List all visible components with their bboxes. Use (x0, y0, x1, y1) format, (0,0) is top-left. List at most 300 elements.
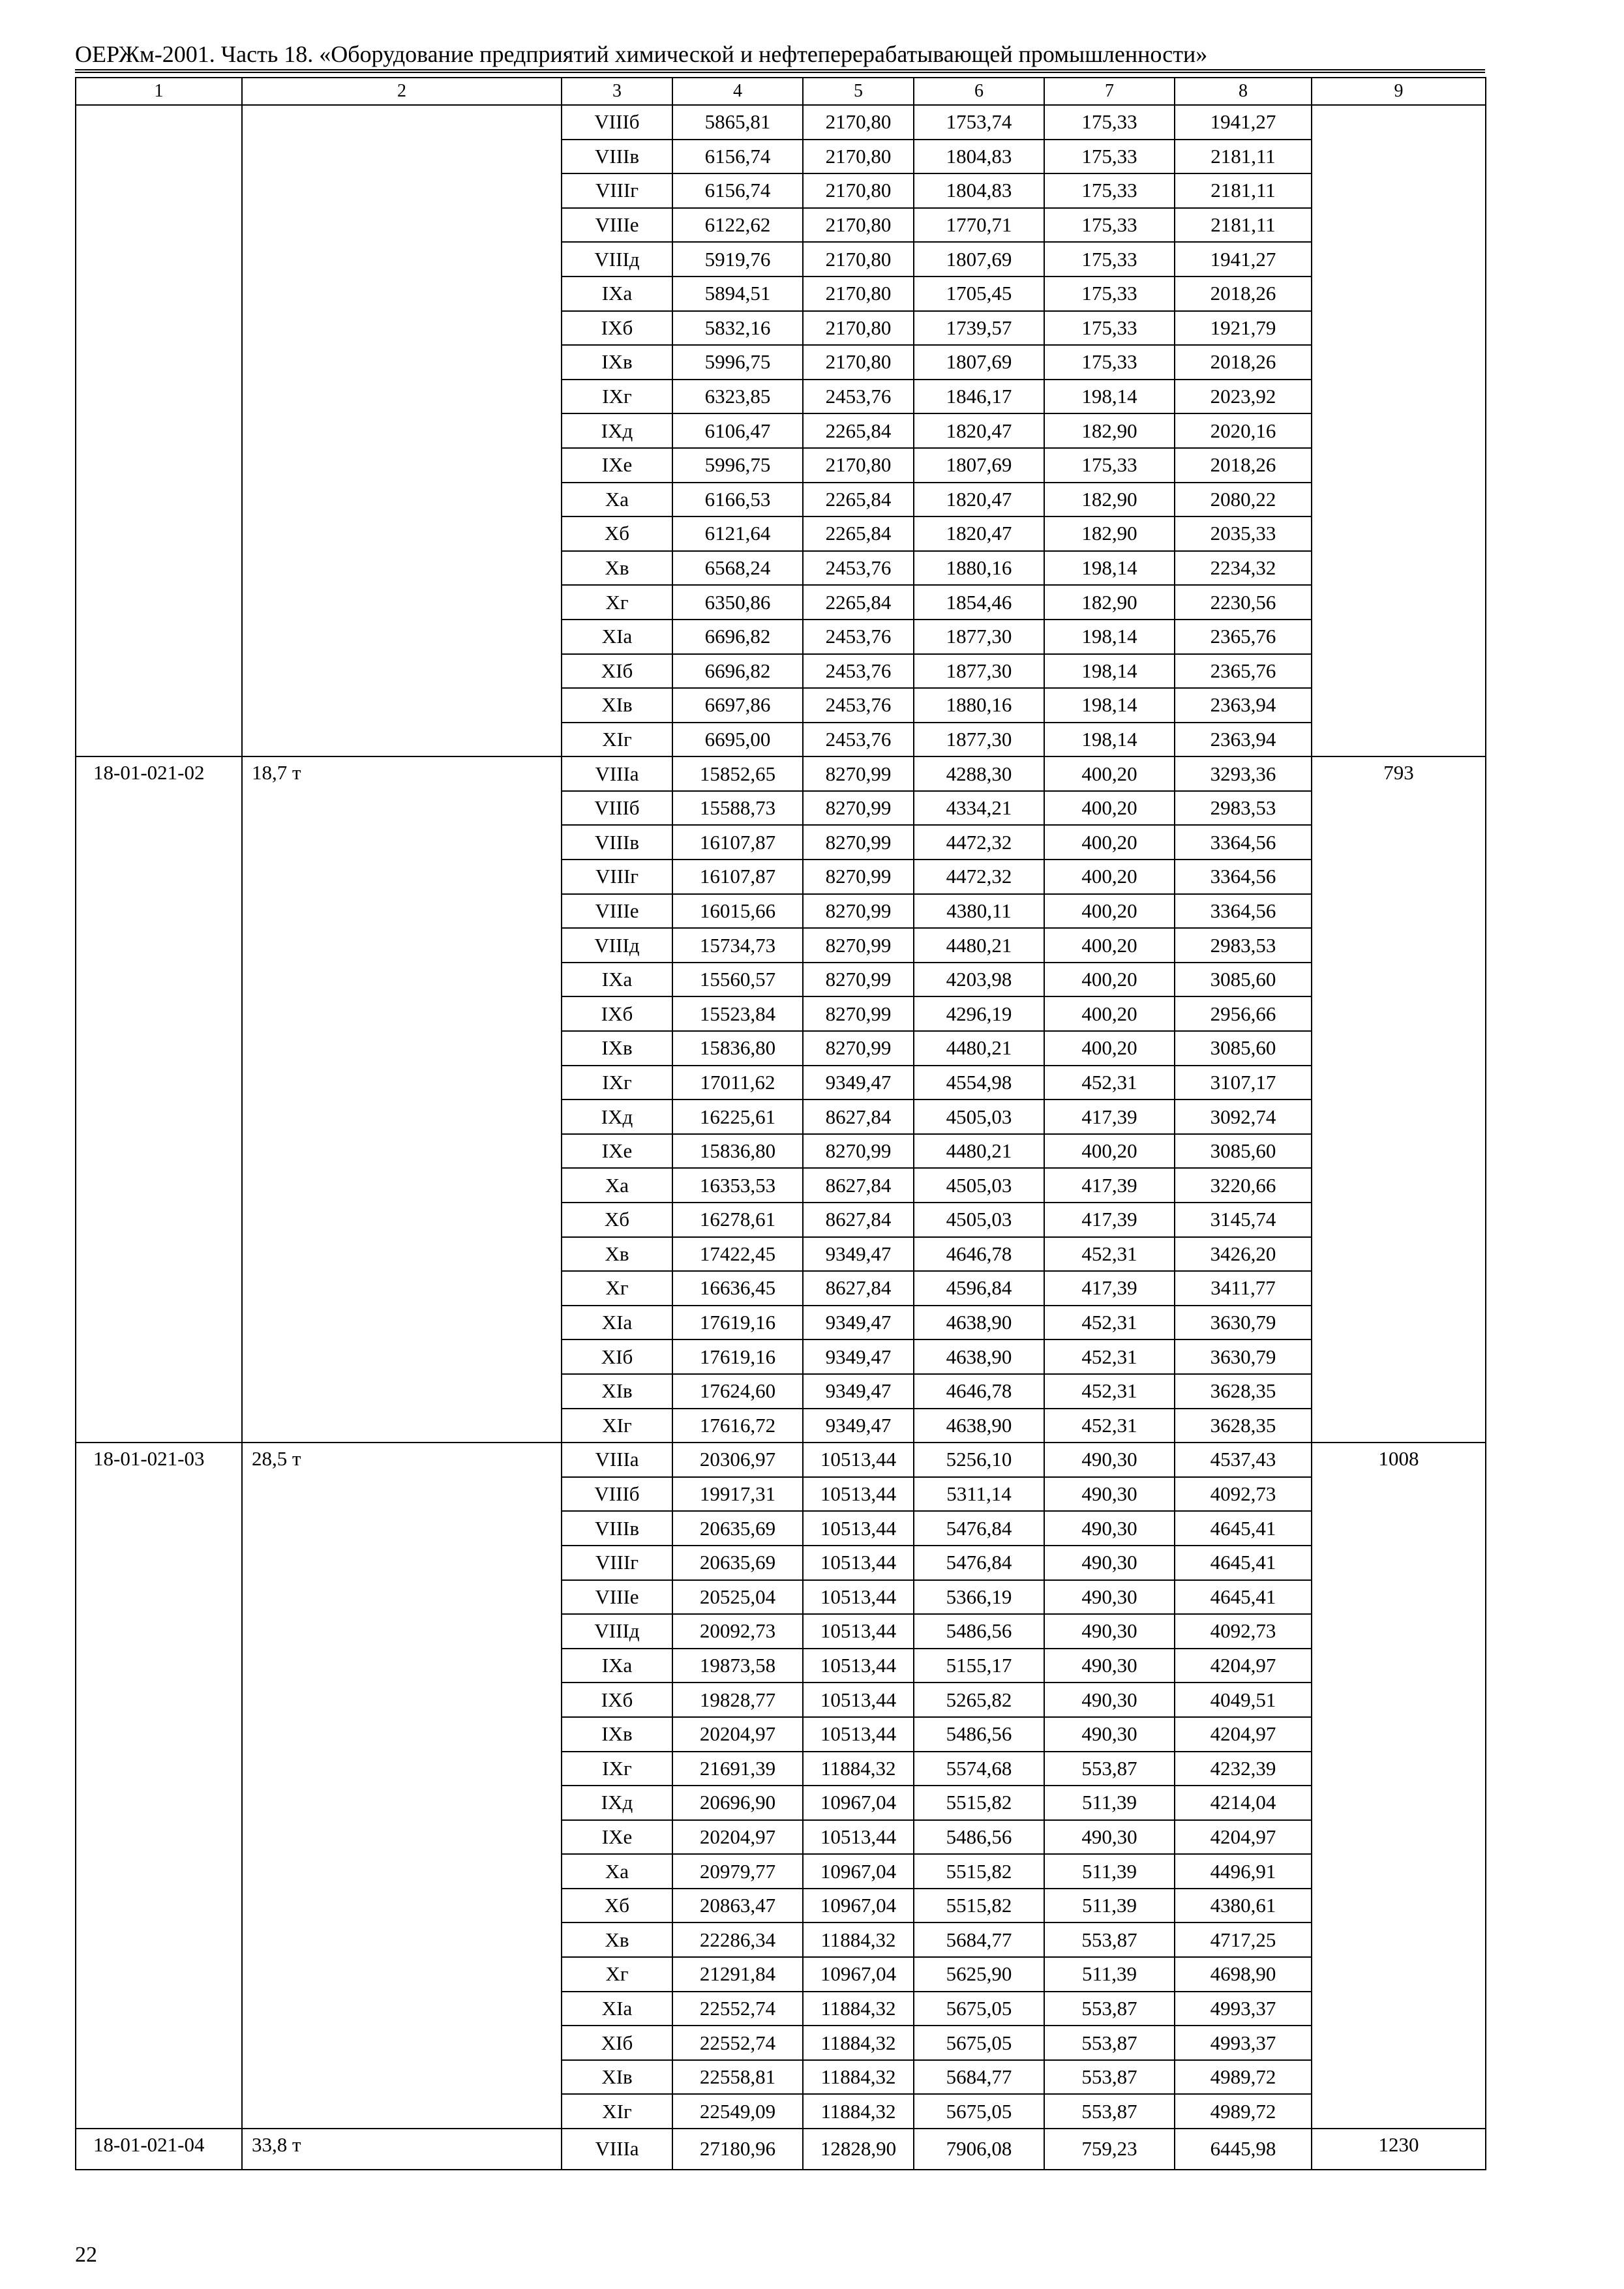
total-cost-cell: 16107,87 (672, 825, 803, 860)
category-cell: XIa (562, 620, 672, 654)
wages-cell: 10513,44 (803, 1580, 914, 1615)
materials-cost-cell: 4380,61 (1175, 1889, 1312, 1923)
category-cell: VIIIд (562, 928, 672, 963)
machines-cost-cell: 4505,03 (914, 1168, 1044, 1203)
machinist-wages-cell: 553,87 (1044, 1752, 1175, 1786)
total-cost-cell: 15836,80 (672, 1031, 803, 1066)
total-cost-cell: 20525,04 (672, 1580, 803, 1615)
materials-cost-cell: 3085,60 (1175, 1134, 1312, 1169)
mass-cell: 28,5 т (242, 1443, 562, 2129)
machines-cost-cell: 7906,08 (914, 2129, 1044, 2170)
wages-cell: 12828,90 (803, 2129, 914, 2170)
materials-cost-cell: 3085,60 (1175, 963, 1312, 997)
machines-cost-cell: 1877,30 (914, 723, 1044, 757)
table-body (76, 78, 1486, 2170)
total-cost-cell: 15523,84 (672, 996, 803, 1031)
category-cell: VIIIв (562, 140, 672, 174)
machinist-wages-cell: 417,39 (1044, 1203, 1175, 1237)
wages-cell: 2170,80 (803, 311, 914, 346)
price-table (75, 77, 1486, 2170)
machines-cost-cell: 5486,56 (914, 1614, 1044, 1649)
category-cell: VIIIб (562, 791, 672, 826)
machinist-wages-cell: 490,30 (1044, 1511, 1175, 1546)
wages-cell: 8270,99 (803, 963, 914, 997)
total-cost-cell: 6156,74 (672, 140, 803, 174)
machinist-wages-cell: 452,31 (1044, 1374, 1175, 1409)
machines-cost-cell: 5675,05 (914, 1992, 1044, 2026)
category-cell: Xб (562, 1889, 672, 1923)
wages-cell: 8270,99 (803, 1134, 914, 1169)
machines-cost-cell: 5515,82 (914, 1889, 1044, 1923)
category-cell: XIг (562, 2094, 672, 2129)
machines-cost-cell: 1820,47 (914, 413, 1044, 448)
materials-cost-cell: 6445,98 (1175, 2129, 1312, 2170)
machines-cost-cell: 5366,19 (914, 1580, 1044, 1615)
machinist-wages-cell: 511,39 (1044, 1786, 1175, 1820)
category-cell: IXб (562, 1683, 672, 1717)
table-row (76, 1443, 1486, 1477)
wages-cell: 8627,84 (803, 1100, 914, 1134)
machines-cost-cell: 1846,17 (914, 380, 1044, 414)
wages-cell: 11884,32 (803, 1922, 914, 1957)
materials-cost-cell: 4204,97 (1175, 1649, 1312, 1683)
materials-cost-cell: 3364,56 (1175, 894, 1312, 929)
wages-cell: 2170,80 (803, 105, 914, 140)
mass-cell: 33,8 т (242, 2129, 562, 2170)
total-cost-cell: 21691,39 (672, 1752, 803, 1786)
category-cell: IXг (562, 380, 672, 414)
total-cost-cell: 17616,72 (672, 1409, 803, 1443)
wages-cell: 2170,80 (803, 173, 914, 208)
machines-cost-cell: 5625,90 (914, 1957, 1044, 1992)
wages-cell: 9349,47 (803, 1066, 914, 1100)
category-cell: Xб (562, 516, 672, 551)
machines-cost-cell: 4472,32 (914, 825, 1044, 860)
materials-cost-cell: 2956,66 (1175, 996, 1312, 1031)
total-cost-cell: 20204,97 (672, 1717, 803, 1752)
materials-cost-cell: 2181,11 (1175, 173, 1312, 208)
wages-cell: 2453,76 (803, 654, 914, 689)
machines-cost-cell: 5684,77 (914, 2060, 1044, 2095)
category-cell: Xг (562, 1271, 672, 1306)
machines-cost-cell: 5256,10 (914, 1443, 1044, 1477)
machines-cost-cell: 1807,69 (914, 448, 1044, 483)
category-cell: Xa (562, 1854, 672, 1889)
total-cost-cell: 22558,81 (672, 2060, 803, 2095)
total-cost-cell: 20863,47 (672, 1889, 803, 1923)
machinist-wages-cell: 182,90 (1044, 516, 1175, 551)
machines-cost-cell: 5675,05 (914, 2026, 1044, 2060)
category-cell: IXв (562, 1031, 672, 1066)
category-cell: IXе (562, 1134, 672, 1169)
wages-cell: 11884,32 (803, 1752, 914, 1786)
machines-cost-cell: 1807,69 (914, 345, 1044, 380)
materials-cost-cell: 3293,36 (1175, 756, 1312, 791)
category-cell: IXг (562, 1066, 672, 1100)
total-cost-cell: 6568,24 (672, 551, 803, 586)
machines-cost-cell: 1877,30 (914, 620, 1044, 654)
materials-cost-cell: 2365,76 (1175, 620, 1312, 654)
category-cell: Xг (562, 585, 672, 620)
wages-cell: 10513,44 (803, 1511, 914, 1546)
category-cell: Xб (562, 1203, 672, 1237)
machines-cost-cell: 1804,83 (914, 140, 1044, 174)
wages-cell: 2453,76 (803, 551, 914, 586)
machines-cost-cell: 1880,16 (914, 551, 1044, 586)
rate-code-cell: 18-01-021-04 (76, 2129, 242, 2170)
machinist-wages-cell: 452,31 (1044, 1066, 1175, 1100)
category-cell: VIIIе (562, 208, 672, 243)
category-cell: IXв (562, 345, 672, 380)
wages-cell: 2453,76 (803, 688, 914, 723)
wages-cell: 10967,04 (803, 1786, 914, 1820)
materials-cost-cell: 2365,76 (1175, 654, 1312, 689)
materials-cost-cell: 3426,20 (1175, 1237, 1312, 1272)
total-cost-cell: 6696,82 (672, 654, 803, 689)
wages-cell: 8270,99 (803, 825, 914, 860)
materials-cost-cell: 1941,27 (1175, 242, 1312, 277)
materials-cost-cell: 3630,79 (1175, 1339, 1312, 1374)
machines-cost-cell: 4596,84 (914, 1271, 1044, 1306)
machinist-wages-cell: 175,33 (1044, 173, 1175, 208)
materials-cost-cell: 4092,73 (1175, 1477, 1312, 1512)
wages-cell: 10513,44 (803, 1683, 914, 1717)
category-cell: XIб (562, 654, 672, 689)
category-cell: VIIIе (562, 1580, 672, 1615)
machines-cost-cell: 4288,30 (914, 756, 1044, 791)
materials-cost-cell: 3364,56 (1175, 860, 1312, 894)
materials-cost-cell: 2230,56 (1175, 585, 1312, 620)
category-cell: XIг (562, 1409, 672, 1443)
category-cell: XIв (562, 2060, 672, 2095)
category-cell: IXд (562, 1786, 672, 1820)
materials-cost-cell: 4232,39 (1175, 1752, 1312, 1786)
total-cost-cell: 20696,90 (672, 1786, 803, 1820)
materials-cost-cell: 4645,41 (1175, 1511, 1312, 1546)
category-cell: IXд (562, 413, 672, 448)
machines-cost-cell: 4638,90 (914, 1339, 1044, 1374)
materials-cost-cell: 4496,91 (1175, 1854, 1312, 1889)
materials-cost-cell: 3107,17 (1175, 1066, 1312, 1100)
machines-cost-cell: 1739,57 (914, 311, 1044, 346)
machinist-wages-cell: 400,20 (1044, 928, 1175, 963)
category-cell: IXa (562, 963, 672, 997)
machinist-wages-cell: 490,30 (1044, 1683, 1175, 1717)
category-cell: IXг (562, 1752, 672, 1786)
column-number-6: 6 (914, 78, 1044, 105)
wages-cell: 2265,84 (803, 516, 914, 551)
total-cost-cell: 20204,97 (672, 1820, 803, 1855)
machinist-wages-cell: 490,30 (1044, 1717, 1175, 1752)
materials-cost-cell: 4645,41 (1175, 1546, 1312, 1580)
wages-cell: 9349,47 (803, 1409, 914, 1443)
wages-cell: 2170,80 (803, 140, 914, 174)
total-cost-cell: 15588,73 (672, 791, 803, 826)
machinist-wages-cell: 452,31 (1044, 1339, 1175, 1374)
total-cost-cell: 21291,84 (672, 1957, 803, 1992)
machines-cost-cell: 4638,90 (914, 1409, 1044, 1443)
machines-cost-cell: 5675,05 (914, 2094, 1044, 2129)
total-cost-cell: 6695,00 (672, 723, 803, 757)
col9-value-cell: 1008 (1312, 1443, 1486, 2129)
machines-cost-cell: 4480,21 (914, 1134, 1044, 1169)
machines-cost-cell: 4638,90 (914, 1306, 1044, 1340)
category-cell: VIIIд (562, 242, 672, 277)
machinist-wages-cell: 417,39 (1044, 1168, 1175, 1203)
materials-cost-cell: 3145,74 (1175, 1203, 1312, 1237)
wages-cell: 8270,99 (803, 756, 914, 791)
total-cost-cell: 6156,74 (672, 173, 803, 208)
wages-cell: 9349,47 (803, 1374, 914, 1409)
materials-cost-cell: 2023,92 (1175, 380, 1312, 414)
total-cost-cell: 22549,09 (672, 2094, 803, 2129)
machinist-wages-cell: 198,14 (1044, 380, 1175, 414)
materials-cost-cell: 4204,97 (1175, 1717, 1312, 1752)
wages-cell: 9349,47 (803, 1237, 914, 1272)
column-number-1: 1 (76, 78, 242, 105)
total-cost-cell: 22552,74 (672, 1992, 803, 2026)
category-cell: IXa (562, 277, 672, 311)
machinist-wages-cell: 553,87 (1044, 1992, 1175, 2026)
machinist-wages-cell: 175,33 (1044, 311, 1175, 346)
category-cell: IXд (562, 1100, 672, 1134)
category-cell: Xг (562, 1957, 672, 1992)
materials-cost-cell: 2181,11 (1175, 208, 1312, 243)
total-cost-cell: 17422,45 (672, 1237, 803, 1272)
materials-cost-cell: 4698,90 (1175, 1957, 1312, 1992)
machinist-wages-cell: 490,30 (1044, 1477, 1175, 1512)
total-cost-cell: 5865,81 (672, 105, 803, 140)
machines-cost-cell: 5574,68 (914, 1752, 1044, 1786)
category-cell: VIIIд (562, 1614, 672, 1649)
wages-cell: 2170,80 (803, 208, 914, 243)
machinist-wages-cell: 175,33 (1044, 448, 1175, 483)
total-cost-cell: 17619,16 (672, 1339, 803, 1374)
total-cost-cell: 5996,75 (672, 345, 803, 380)
machines-cost-cell: 5155,17 (914, 1649, 1044, 1683)
machinist-wages-cell: 198,14 (1044, 723, 1175, 757)
total-cost-cell: 6350,86 (672, 585, 803, 620)
wages-cell: 10513,44 (803, 1649, 914, 1683)
total-cost-cell: 6323,85 (672, 380, 803, 414)
materials-cost-cell: 2018,26 (1175, 277, 1312, 311)
total-cost-cell: 22552,74 (672, 2026, 803, 2060)
wages-cell: 10513,44 (803, 1614, 914, 1649)
machines-cost-cell: 4505,03 (914, 1203, 1044, 1237)
category-cell: IXa (562, 1649, 672, 1683)
materials-cost-cell: 3220,66 (1175, 1168, 1312, 1203)
machinist-wages-cell: 182,90 (1044, 413, 1175, 448)
wages-cell: 10967,04 (803, 1889, 914, 1923)
materials-cost-cell: 4092,73 (1175, 1614, 1312, 1649)
machinist-wages-cell: 400,20 (1044, 1031, 1175, 1066)
materials-cost-cell: 4993,37 (1175, 1992, 1312, 2026)
machines-cost-cell: 4203,98 (914, 963, 1044, 997)
wages-cell: 2453,76 (803, 723, 914, 757)
machinist-wages-cell: 400,20 (1044, 825, 1175, 860)
machinist-wages-cell: 400,20 (1044, 996, 1175, 1031)
wages-cell: 2265,84 (803, 585, 914, 620)
category-cell: XIa (562, 1306, 672, 1340)
total-cost-cell: 6697,86 (672, 688, 803, 723)
machinist-wages-cell: 490,30 (1044, 1546, 1175, 1580)
machines-cost-cell: 5486,56 (914, 1820, 1044, 1855)
machinist-wages-cell: 175,33 (1044, 345, 1175, 380)
materials-cost-cell: 3630,79 (1175, 1306, 1312, 1340)
materials-cost-cell: 2983,53 (1175, 928, 1312, 963)
machinist-wages-cell: 511,39 (1044, 1957, 1175, 1992)
category-cell: VIIIa (562, 2129, 672, 2170)
materials-cost-cell: 2181,11 (1175, 140, 1312, 174)
total-cost-cell: 20306,97 (672, 1443, 803, 1477)
total-cost-cell: 6106,47 (672, 413, 803, 448)
mass-cell: 18,7 т (242, 756, 562, 1443)
machinist-wages-cell: 182,90 (1044, 585, 1175, 620)
total-cost-cell: 16015,66 (672, 894, 803, 929)
rate-code-cell: 18-01-021-03 (76, 1443, 242, 2129)
total-cost-cell: 6696,82 (672, 620, 803, 654)
category-cell: VIIIе (562, 894, 672, 929)
total-cost-cell: 16225,61 (672, 1100, 803, 1134)
total-cost-cell: 16636,45 (672, 1271, 803, 1306)
machinist-wages-cell: 400,20 (1044, 894, 1175, 929)
column-number-row (76, 78, 1486, 105)
wages-cell: 2170,80 (803, 242, 914, 277)
wages-cell: 8270,99 (803, 860, 914, 894)
machines-cost-cell: 1804,83 (914, 173, 1044, 208)
materials-cost-cell: 4049,51 (1175, 1683, 1312, 1717)
wages-cell: 9349,47 (803, 1306, 914, 1340)
page-header: ОЕРЖм-2001. Часть 18. «Оборудование предприятий химической и нефтеперерабатывающей промышленности» (75, 41, 1208, 67)
wages-cell: 2453,76 (803, 380, 914, 414)
total-cost-cell: 5894,51 (672, 277, 803, 311)
wages-cell: 11884,32 (803, 1992, 914, 2026)
machines-cost-cell: 5515,82 (914, 1786, 1044, 1820)
materials-cost-cell: 2018,26 (1175, 448, 1312, 483)
machinist-wages-cell: 400,20 (1044, 860, 1175, 894)
materials-cost-cell: 2983,53 (1175, 791, 1312, 826)
materials-cost-cell: 2020,16 (1175, 413, 1312, 448)
machines-cost-cell: 1820,47 (914, 516, 1044, 551)
materials-cost-cell: 2080,22 (1175, 483, 1312, 517)
column-number-9: 9 (1312, 78, 1486, 105)
wages-cell: 8270,99 (803, 996, 914, 1031)
category-cell: XIб (562, 1339, 672, 1374)
total-cost-cell: 20979,77 (672, 1854, 803, 1889)
machines-cost-cell: 1880,16 (914, 688, 1044, 723)
materials-cost-cell: 4645,41 (1175, 1580, 1312, 1615)
machinist-wages-cell: 490,30 (1044, 1649, 1175, 1683)
total-cost-cell: 19828,77 (672, 1683, 803, 1717)
col9-value-cell (1312, 105, 1486, 756)
total-cost-cell: 15734,73 (672, 928, 803, 963)
category-cell: VIIIг (562, 173, 672, 208)
wages-cell: 11884,32 (803, 2060, 914, 2095)
wages-cell: 10513,44 (803, 1477, 914, 1512)
column-number-5: 5 (803, 78, 914, 105)
machines-cost-cell: 5476,84 (914, 1511, 1044, 1546)
machines-cost-cell: 4296,19 (914, 996, 1044, 1031)
category-cell: Xв (562, 1237, 672, 1272)
category-cell: Xв (562, 1922, 672, 1957)
rate-code-cell (76, 105, 242, 756)
materials-cost-cell: 2234,32 (1175, 551, 1312, 586)
materials-cost-cell: 4537,43 (1175, 1443, 1312, 1477)
column-number-2: 2 (242, 78, 562, 105)
total-cost-cell: 20635,69 (672, 1511, 803, 1546)
total-cost-cell: 6122,62 (672, 208, 803, 243)
total-cost-cell: 19873,58 (672, 1649, 803, 1683)
materials-cost-cell: 4989,72 (1175, 2094, 1312, 2129)
materials-cost-cell: 4993,37 (1175, 2026, 1312, 2060)
total-cost-cell: 19917,31 (672, 1477, 803, 1512)
machinist-wages-cell: 490,30 (1044, 1580, 1175, 1615)
total-cost-cell: 17624,60 (672, 1374, 803, 1409)
machinist-wages-cell: 553,87 (1044, 2060, 1175, 2095)
total-cost-cell: 17619,16 (672, 1306, 803, 1340)
machines-cost-cell: 1820,47 (914, 483, 1044, 517)
wages-cell: 8270,99 (803, 791, 914, 826)
machinist-wages-cell: 400,20 (1044, 756, 1175, 791)
page-number: 22 (75, 2243, 97, 2267)
machines-cost-cell: 4380,11 (914, 894, 1044, 929)
machinist-wages-cell: 198,14 (1044, 654, 1175, 689)
total-cost-cell: 6121,64 (672, 516, 803, 551)
category-cell: VIIIa (562, 756, 672, 791)
machinist-wages-cell: 511,39 (1044, 1889, 1175, 1923)
machinist-wages-cell: 452,31 (1044, 1237, 1175, 1272)
wages-cell: 9349,47 (803, 1339, 914, 1374)
rate-code-cell: 18-01-021-02 (76, 756, 242, 1443)
table-row (76, 756, 1486, 791)
machines-cost-cell: 5476,84 (914, 1546, 1044, 1580)
materials-cost-cell: 3411,77 (1175, 1271, 1312, 1306)
machines-cost-cell: 5684,77 (914, 1922, 1044, 1957)
wages-cell: 10513,44 (803, 1820, 914, 1855)
wages-cell: 2265,84 (803, 413, 914, 448)
category-cell: IXе (562, 1820, 672, 1855)
materials-cost-cell: 2363,94 (1175, 688, 1312, 723)
category-cell: VIIIб (562, 1477, 672, 1512)
column-number-8: 8 (1175, 78, 1312, 105)
total-cost-cell: 16107,87 (672, 860, 803, 894)
materials-cost-cell: 3364,56 (1175, 825, 1312, 860)
machinist-wages-cell: 175,33 (1044, 242, 1175, 277)
category-cell: Xa (562, 483, 672, 517)
machines-cost-cell: 4480,21 (914, 1031, 1044, 1066)
category-cell: VIIIв (562, 1511, 672, 1546)
machines-cost-cell: 1705,45 (914, 277, 1044, 311)
total-cost-cell: 15836,80 (672, 1134, 803, 1169)
materials-cost-cell: 3628,35 (1175, 1409, 1312, 1443)
machinist-wages-cell: 175,33 (1044, 277, 1175, 311)
machinist-wages-cell: 490,30 (1044, 1614, 1175, 1649)
wages-cell: 10967,04 (803, 1957, 914, 1992)
category-cell: VIIIг (562, 1546, 672, 1580)
category-cell: VIIIв (562, 825, 672, 860)
machines-cost-cell: 4472,32 (914, 860, 1044, 894)
total-cost-cell: 15852,65 (672, 756, 803, 791)
machines-cost-cell: 4554,98 (914, 1066, 1044, 1100)
wages-cell: 8270,99 (803, 894, 914, 929)
machines-cost-cell: 1854,46 (914, 585, 1044, 620)
wages-cell: 2170,80 (803, 277, 914, 311)
machines-cost-cell: 1807,69 (914, 242, 1044, 277)
machinist-wages-cell: 417,39 (1044, 1100, 1175, 1134)
machinist-wages-cell: 400,20 (1044, 791, 1175, 826)
machinist-wages-cell: 400,20 (1044, 1134, 1175, 1169)
table-row (76, 2129, 1486, 2170)
